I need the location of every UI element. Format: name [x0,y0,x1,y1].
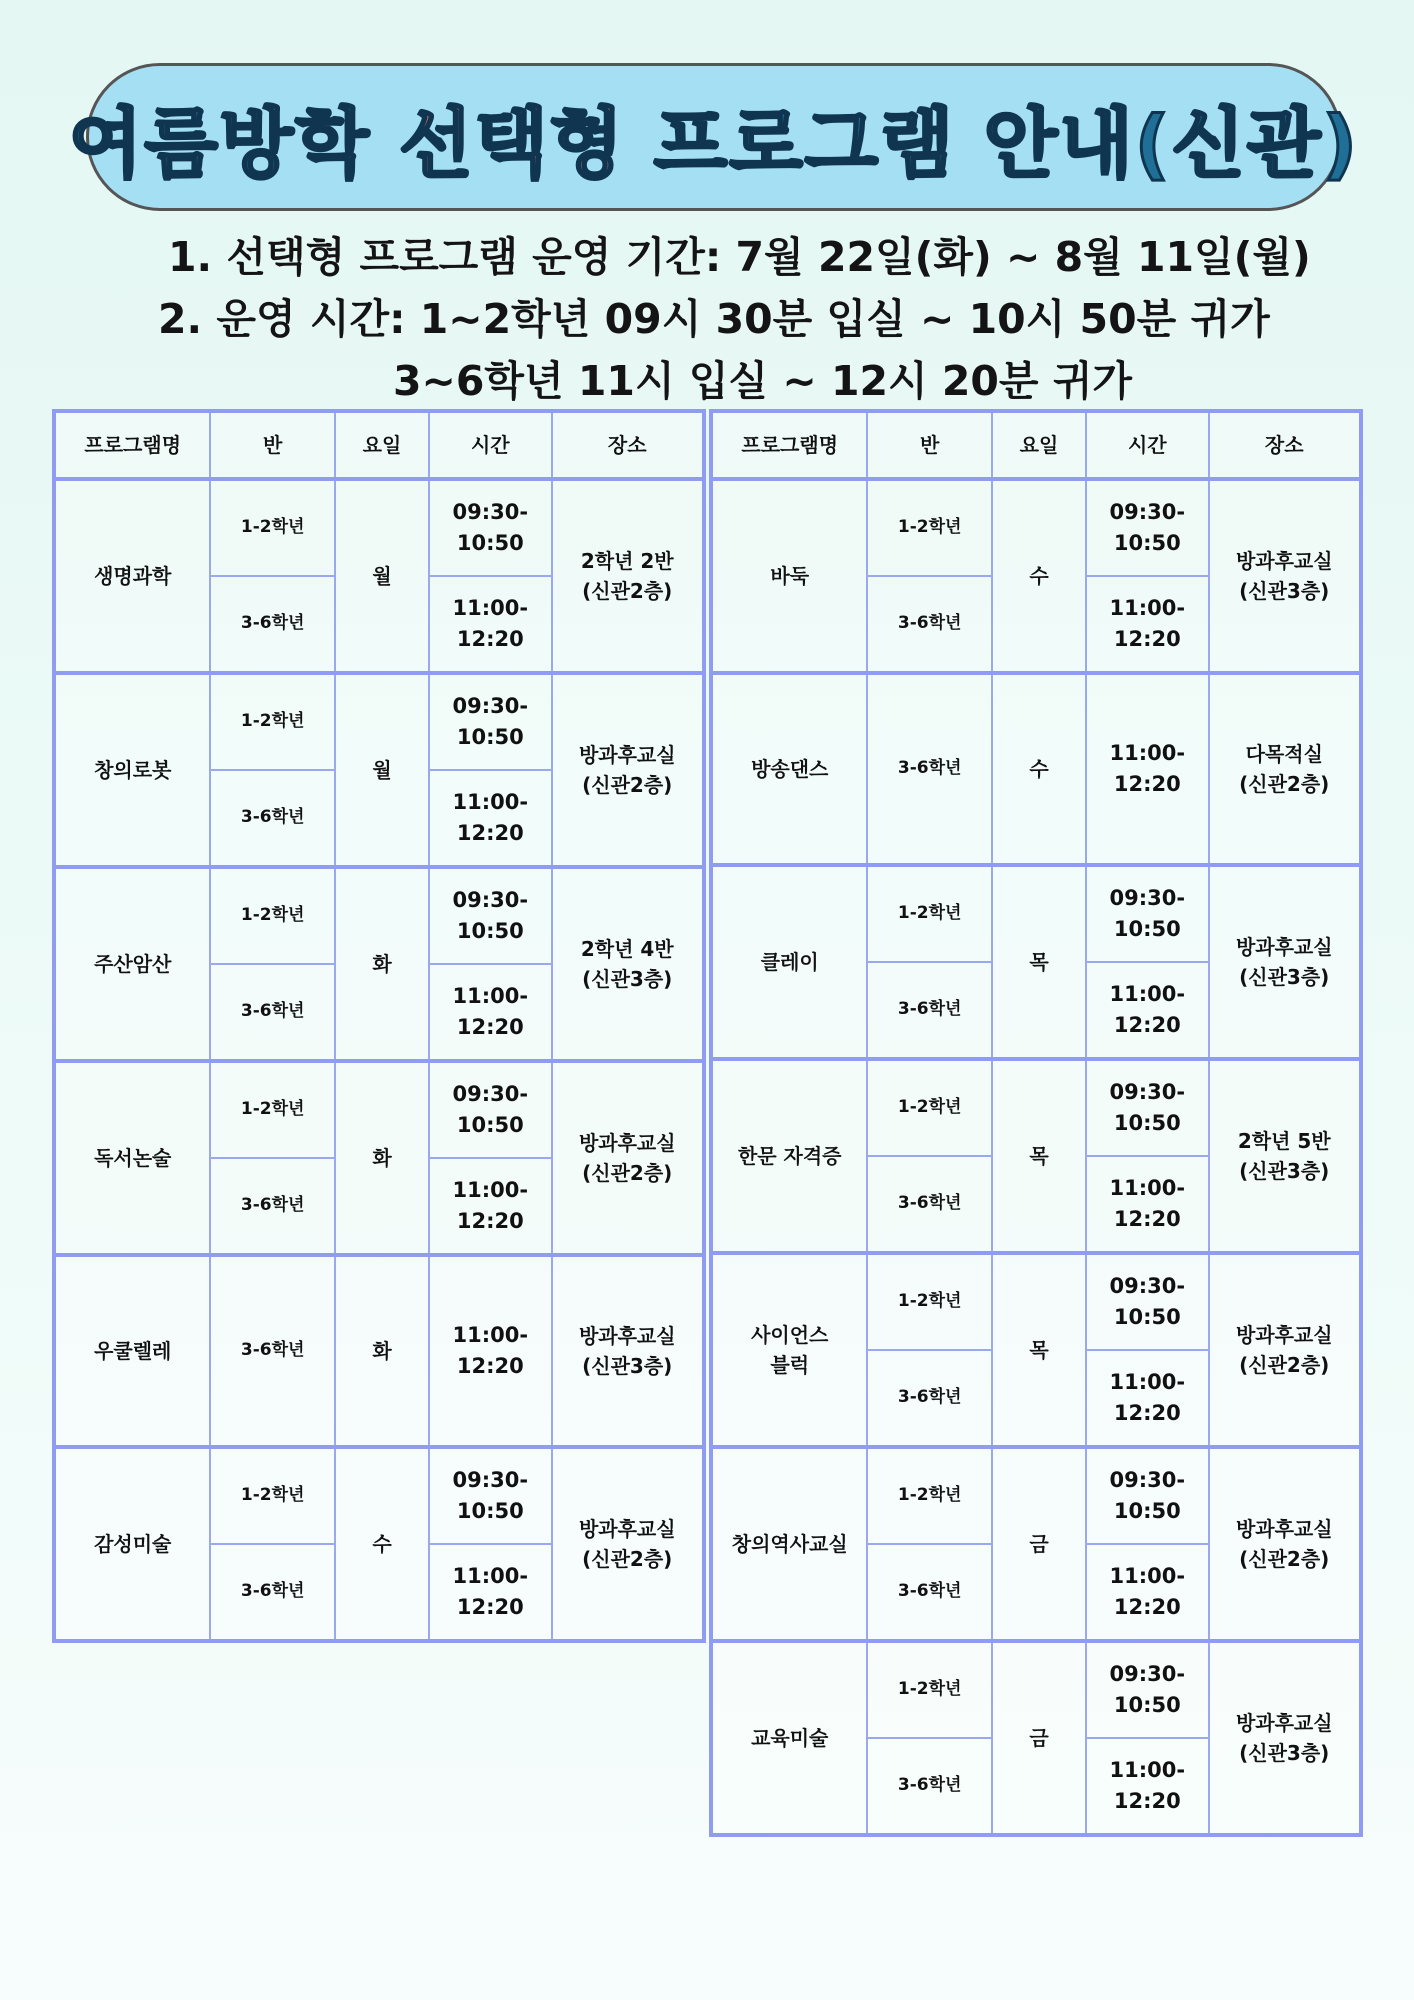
table-row [54,1447,704,1544]
place-cell: 방과후교실 (신관3층) [1209,479,1362,673]
place-cell: 방과후교실 (신관2층) [1209,1253,1362,1447]
program-name-cell: 바둑 [711,479,867,673]
day-cell: 수 [992,673,1086,865]
place-cell: 2학년 2반 (신관2층) [552,479,705,673]
header-program-name: 프로그램명 [54,411,210,479]
class-cell: 3-6학년 [867,962,991,1059]
program-name-cell: 독서논술 [54,1061,210,1255]
program-name-cell: 감성미술 [54,1447,210,1641]
place-cell: 방과후교실 (신관3층) [1209,865,1362,1059]
time-cell: 09:30- 10:50 [429,867,551,964]
time-cell: 09:30- 10:50 [1086,479,1208,576]
table-row [54,867,704,964]
day-cell: 목 [992,1059,1086,1253]
table-row [711,673,1361,865]
place-cell: 방과후교실 (신관2층) [552,1061,705,1255]
class-cell: 3-6학년 [867,1544,991,1641]
time-cell: 11:00- 12:20 [429,576,551,673]
time-cell: 11:00- 12:20 [429,1544,551,1641]
header-time: 시간 [429,411,551,479]
place-cell: 방과후교실 (신관2층) [552,673,705,867]
day-cell: 화 [335,1061,429,1255]
time-cell: 09:30- 10:50 [429,1061,551,1158]
time-cell: 11:00- 12:20 [429,1255,551,1447]
place-cell: 방과후교실 (신관2층) [552,1447,705,1641]
class-cell: 3-6학년 [210,770,334,867]
title-highlight: 선택형 [399,98,626,188]
header-place: 장소 [1209,411,1362,479]
class-cell: 3-6학년 [210,576,334,673]
header-class: 반 [210,411,334,479]
time-cell: 09:30- 10:50 [429,673,551,770]
time-cell: 11:00- 12:20 [1086,673,1208,865]
class-cell: 3-6학년 [210,964,334,1061]
time-cell: 09:30- 10:50 [429,1447,551,1544]
place-cell: 다목적실 (신관2층) [1209,673,1362,865]
program-name-cell: 방송댄스 [711,673,867,865]
day-cell: 수 [992,479,1086,673]
program-name-cell: 우쿨렐레 [54,1255,210,1447]
table-row [711,1059,1361,1156]
header-time: 시간 [1086,411,1208,479]
class-cell: 1-2학년 [867,479,991,576]
program-name-cell: 창의로봇 [54,673,210,867]
class-cell: 3-6학년 [867,673,991,865]
time-cell: 09:30- 10:50 [429,479,551,576]
header-program-name: 프로그램명 [711,411,867,479]
time-cell: 11:00- 12:20 [1086,1350,1208,1447]
class-cell: 1-2학년 [867,1447,991,1544]
time-cell: 09:30- 10:50 [1086,1641,1208,1738]
day-cell: 목 [992,865,1086,1059]
time-cell: 11:00- 12:20 [1086,1738,1208,1835]
schedule-table-left [52,409,706,1643]
day-cell: 수 [335,1447,429,1641]
class-cell: 1-2학년 [867,865,991,962]
class-cell: 3-6학년 [210,1544,334,1641]
header-class: 반 [867,411,991,479]
class-cell: 3-6학년 [867,1156,991,1253]
day-cell: 금 [992,1447,1086,1641]
title-part2: 프로그램 안내(신관) [625,98,1360,188]
class-cell: 3-6학년 [867,1350,991,1447]
info-period: 1. 선택형 프로그램 운영 기간: 7월 22일(화) ~ 8월 11일(월) [168,233,1311,281]
day-cell: 금 [992,1641,1086,1835]
class-cell: 3-6학년 [867,1738,991,1835]
header-day: 요일 [992,411,1086,479]
program-name-cell: 주산암산 [54,867,210,1061]
place-cell: 2학년 4반 (신관3층) [552,867,705,1061]
page-title [69,83,1359,192]
class-cell: 1-2학년 [210,1061,334,1158]
table-row [54,1061,704,1158]
time-cell: 11:00- 12:20 [429,1158,551,1255]
class-cell: 1-2학년 [210,479,334,576]
time-cell: 09:30- 10:50 [1086,1059,1208,1156]
title-part1: 여름방학 [68,98,400,188]
header-day: 요일 [335,411,429,479]
program-name-cell: 클레이 [711,865,867,1059]
time-cell: 11:00- 12:20 [429,770,551,867]
place-cell: 방과후교실 (신관2층) [1209,1447,1362,1641]
time-cell: 11:00- 12:20 [1086,1156,1208,1253]
class-cell: 1-2학년 [210,867,334,964]
day-cell: 화 [335,867,429,1061]
class-cell: 1-2학년 [867,1253,991,1350]
time-cell: 11:00- 12:20 [1086,1544,1208,1641]
class-cell: 3-6학년 [210,1255,334,1447]
table-row [711,1447,1361,1544]
time-cell: 09:30- 10:50 [1086,1447,1208,1544]
time-cell: 09:30- 10:50 [1086,865,1208,962]
day-cell: 목 [992,1253,1086,1447]
table-row [711,1641,1361,1738]
class-cell: 1-2학년 [210,1447,334,1544]
time-cell: 11:00- 12:20 [1086,962,1208,1059]
table-row [54,479,704,576]
title-banner [68,63,1360,211]
info-time-lower: 2. 운영 시간: 1~2학년 09시 30분 입실 ~ 10시 50분 귀가 [158,295,1270,343]
place-cell: 방과후교실 (신관3층) [552,1255,705,1447]
day-cell: 월 [335,673,429,867]
program-name-cell: 사이언스 블럭 [711,1253,867,1447]
day-cell: 화 [335,1255,429,1447]
info-time-upper: 3~6학년 11시 입실 ~ 12시 20분 귀가 [393,357,1133,405]
class-cell: 3-6학년 [210,1158,334,1255]
time-cell: 09:30- 10:50 [1086,1253,1208,1350]
program-name-cell: 한문 자격증 [711,1059,867,1253]
header-place: 장소 [552,411,705,479]
class-cell: 3-6학년 [867,576,991,673]
program-name-cell: 교육미술 [711,1641,867,1835]
program-name-cell: 창의역사교실 [711,1447,867,1641]
class-cell: 1-2학년 [867,1641,991,1738]
table-row [54,1255,704,1447]
time-cell: 11:00- 12:20 [1086,576,1208,673]
schedule-table-right [709,409,1363,1837]
schedule-body-left [54,479,704,1641]
time-cell: 11:00- 12:20 [429,964,551,1061]
place-cell: 방과후교실 (신관3층) [1209,1641,1362,1835]
table-row [54,673,704,770]
program-name-cell: 생명과학 [54,479,210,673]
place-cell: 2학년 5반 (신관3층) [1209,1059,1362,1253]
class-cell: 1-2학년 [210,673,334,770]
day-cell: 월 [335,479,429,673]
table-row [711,1253,1361,1350]
table-row [711,479,1361,576]
schedule-body-right [711,479,1361,1835]
class-cell: 1-2학년 [867,1059,991,1156]
table-row [711,865,1361,962]
